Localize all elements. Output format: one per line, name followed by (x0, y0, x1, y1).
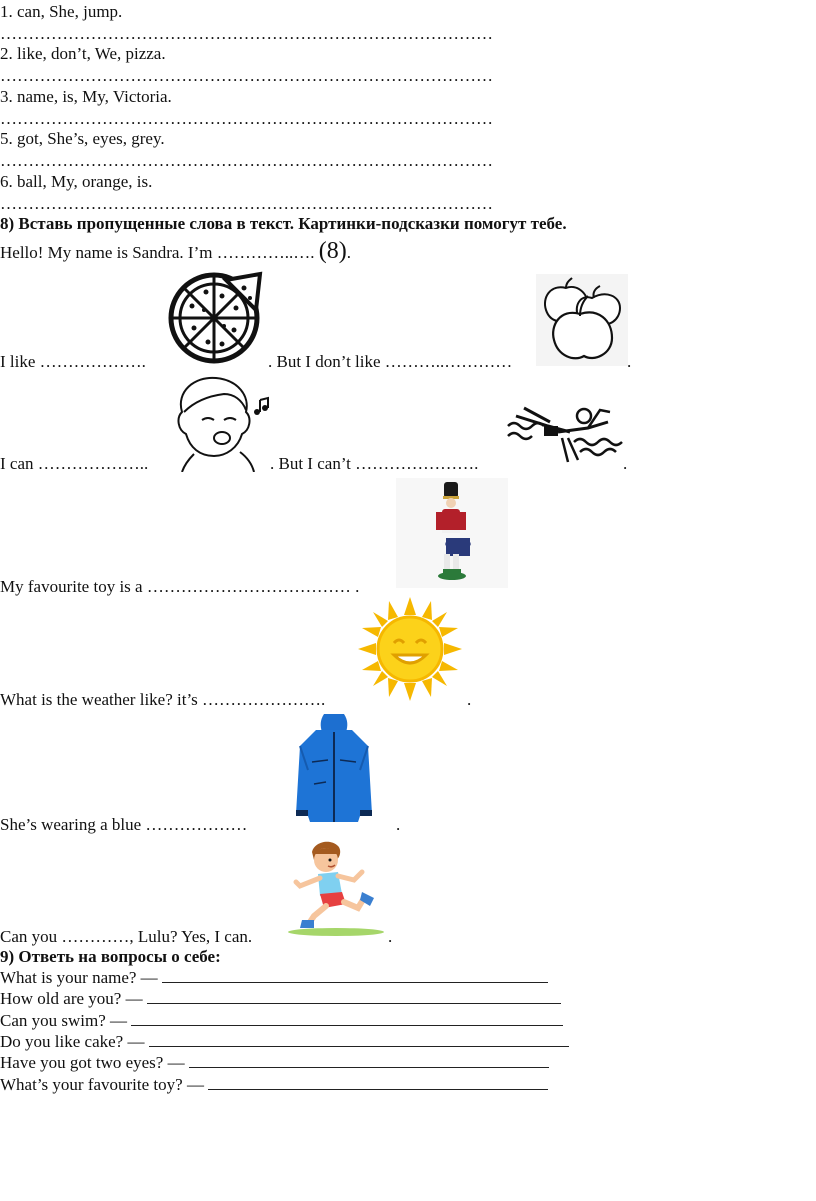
singing-girl-icon (164, 372, 274, 472)
scramble-dots-3: …………………………………………………………………………… (0, 109, 493, 128)
wearing-end: . (396, 815, 401, 834)
scramble-dots-6: …………………………………………………………………………… (0, 194, 493, 213)
can-end: . (623, 454, 628, 473)
question-5 (0, 1053, 549, 1073)
answer-line-3[interactable] (131, 1011, 563, 1026)
canyou-text: Can you …………, Lulu? Yes, I can. (0, 927, 253, 946)
scramble-dots-2: …………………………………………………………………………… (0, 66, 493, 85)
canyou-end: . (388, 927, 393, 946)
like-text: I like ………………. (0, 352, 146, 371)
scramble-dots-1: …………………………………………………………………………… (0, 24, 493, 43)
question-5-text: Have you got two eyes? — (0, 1053, 185, 1072)
can-text: I can ……………….. (0, 454, 149, 473)
question-2 (0, 989, 561, 1009)
dont-like-text: . But I don’t like ………..………… (268, 352, 513, 371)
pizza-icon (164, 268, 268, 364)
weather-end: . (467, 690, 472, 709)
jacket-icon (294, 710, 374, 826)
answer-line-5[interactable] (189, 1053, 549, 1068)
question-3 (0, 1011, 563, 1031)
question-6 (0, 1075, 548, 1095)
scramble-item-1: 1. can, She, jump. (0, 2, 123, 21)
scramble-item-2: 2. like, don’t, We, pizza. (0, 44, 166, 63)
task9-heading: 9) Ответь на вопросы о себе: (0, 947, 221, 966)
task8-heading: 8) Вставь пропущенные слова в текст. Картинки-подсказки помогут тебе. (0, 214, 567, 233)
scramble-item-3: 3. name, is, My, Victoria. (0, 87, 172, 106)
toy-line: My favourite toy is a ……………………………… . (0, 577, 360, 596)
weather-text: What is the weather like? it’s …………………. (0, 690, 326, 709)
swimmer-icon (504, 402, 626, 468)
cant-text: . But I can’t …………………. (270, 454, 479, 473)
apples-icon (536, 274, 628, 366)
question-3-text: Can you swim? — (0, 1011, 128, 1030)
question-1-text: What is your name? — (0, 968, 158, 987)
intro-line (0, 238, 351, 264)
scramble-item-6: 6. ball, My, orange, is. (0, 172, 153, 191)
sun-icon (358, 597, 462, 701)
question-6-text: What’s your favourite toy? — (0, 1075, 204, 1094)
answer-line-4[interactable] (149, 1032, 569, 1047)
answer-line-6[interactable] (208, 1075, 548, 1090)
toy-soldier-icon (396, 478, 508, 588)
like-end: . (627, 352, 632, 371)
intro-text: Hello! My name is Sandra. I’m …………..…. (0, 243, 315, 262)
question-1 (0, 968, 548, 988)
question-4-text: Do you like cake? — (0, 1032, 145, 1051)
intro-number: (8) (318, 238, 347, 264)
wearing-text: She’s wearing a blue ……………… (0, 815, 248, 834)
question-4 (0, 1032, 569, 1052)
question-2-text: How old are you? — (0, 989, 143, 1008)
intro-end: . (346, 243, 351, 262)
running-boy-icon (284, 838, 388, 938)
scramble-item-5: 5. got, She’s, eyes, grey. (0, 129, 165, 148)
answer-line-1[interactable] (162, 968, 548, 983)
scramble-dots-5: …………………………………………………………………………… (0, 151, 493, 170)
answer-line-2[interactable] (147, 989, 561, 1004)
